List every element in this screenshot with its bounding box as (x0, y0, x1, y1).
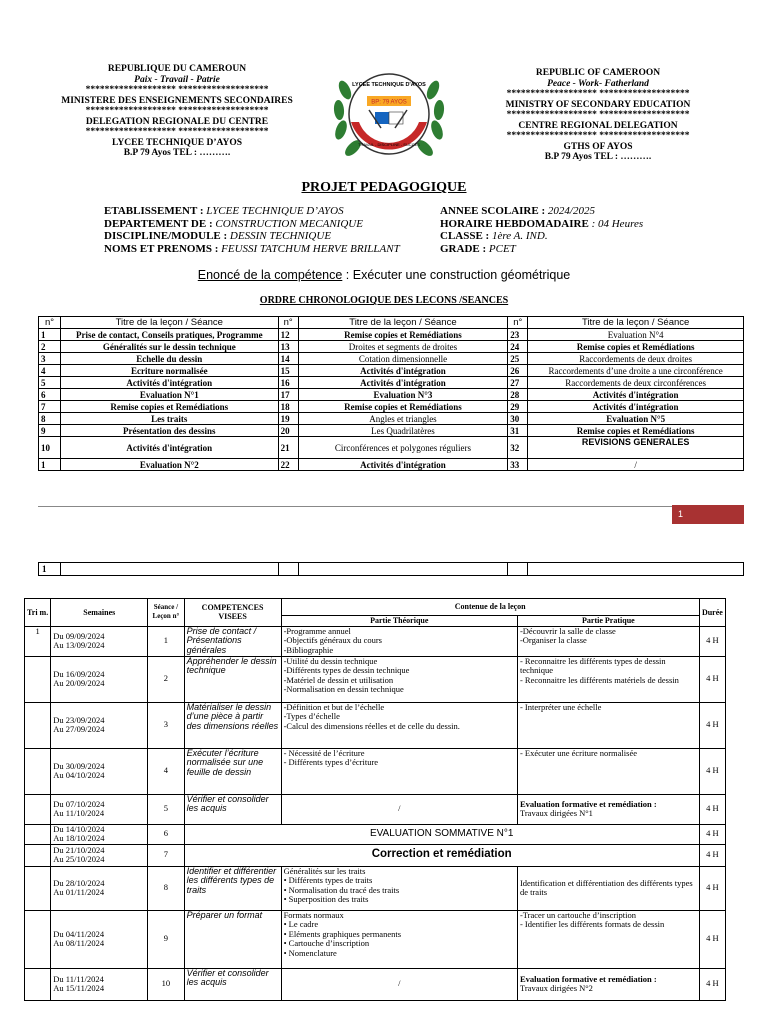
week-date: Au 20/09/2024 (53, 678, 105, 688)
lesson-number: 30 (508, 413, 528, 425)
week-date: Du 23/09/2024 (53, 714, 105, 725)
lesson-number: 7 (39, 401, 61, 413)
lesson-title: Echelle du dessin (60, 353, 278, 365)
duration-cell: 4 H (699, 702, 725, 748)
week-date: Du 11/11/2024 (53, 973, 104, 984)
practice-cell (517, 968, 699, 1000)
practice-heading: Evaluation formative et remédiation : (519, 973, 657, 984)
nom-value: FEUSSI TATCHUM HERVE BRILLANT (221, 242, 400, 255)
table-row (25, 748, 726, 794)
week-cell (51, 844, 148, 866)
duration-cell: 4 H (699, 824, 725, 844)
seance-number: 2 (148, 656, 184, 702)
country-name-en: REPUBLIC OF CAMEROON (535, 68, 661, 78)
competence-cell: Exécuter l’écriture normalisée sur une feuille de dessin (184, 748, 281, 794)
plan-table (24, 598, 726, 1001)
etab-label: ETABLISSEMENT : (104, 205, 204, 217)
col-seance: Séance / Leçon n° (148, 599, 184, 627)
lesson-number: 8 (39, 413, 61, 425)
lesson-title: Présentation des dessins (60, 425, 278, 437)
practice-cell (517, 656, 699, 702)
lesson-number: 1 (39, 329, 61, 341)
seance-number: 8 (148, 866, 184, 910)
lesson-number: 29 (508, 401, 528, 413)
practice-line: -Découvrir la salle de classe (519, 625, 616, 636)
stars-separator: ******************* ******************* (85, 106, 269, 116)
week-date: Au 04/10/2024 (53, 770, 105, 780)
grade-label: GRADE : (440, 242, 487, 255)
annee-label: ANNEE SCOLAIRE : (440, 205, 546, 217)
theory-cell (281, 968, 517, 1000)
table-row (25, 794, 726, 824)
table-row (39, 353, 744, 365)
ministry-en: MINISTRY OF SECONDARY EDUCATION (505, 99, 691, 110)
lesson-number: 16 (278, 377, 298, 389)
week-date: Au 18/10/2024 (53, 833, 105, 843)
practice-line: Travaux dirigées N°2 (519, 983, 593, 993)
lesson-title: Activités d'intégration (298, 459, 508, 471)
competence-label: Enoncé de la compétence (197, 268, 343, 282)
horaire-label: HORAIRE HEBDOMADAIRE (440, 217, 589, 230)
trimester-cell: 1 (25, 626, 51, 656)
lesson-title: Evaluation N°5 (528, 413, 744, 425)
week-cell (51, 626, 148, 656)
week-date: Du 04/11/2024 (53, 928, 105, 939)
lesson-number: 27 (508, 377, 528, 389)
lessons-table (38, 316, 744, 471)
lesson-title: Généralités sur le dessin technique (60, 341, 278, 353)
col-n: n° (278, 317, 298, 329)
theory-line: -Définition et but de l’échelle (283, 701, 385, 712)
theory-line: • Superposition des traits (283, 894, 369, 904)
theory-cell (281, 748, 517, 794)
duration-cell: 4 H (699, 794, 725, 824)
lesson-number: 5 (39, 377, 61, 389)
theory-line: Formats normaux (283, 909, 344, 920)
theory-line: -Programme annuel (283, 625, 351, 636)
delegation-fr: DELEGATION REGIONALE DU CENTRE (85, 116, 269, 127)
lesson-title: Prise de contact, Conseils pratiques, Programme (60, 329, 278, 341)
table-row (25, 866, 726, 910)
stars-separator: ******************* ******************* (506, 110, 690, 120)
week-cell (51, 968, 148, 1000)
col-trim: Tri m. (25, 599, 51, 627)
lesson-number: 32 (508, 437, 528, 459)
practice-line: - Exécuter une écriture normalisée (519, 747, 638, 758)
disc-label: DISCIPLINE/MODULE : (104, 230, 228, 242)
theory-line: - Nécessité de l’écriture (283, 747, 365, 758)
lesson-number: 22 (278, 459, 298, 471)
lesson-number: 26 (508, 365, 528, 377)
week-cell (51, 824, 148, 844)
info-right (440, 205, 740, 255)
theory-cell (281, 910, 517, 968)
practice-line: - Reconnaitre les différents types de dessin technique (519, 655, 666, 675)
annee-value: 2024/2025 (547, 205, 595, 217)
table-row (25, 844, 726, 866)
lesson-title: Activités d'intégration (298, 365, 508, 377)
merged-content-cell: Correction et remédiation (184, 844, 699, 866)
theory-line: -Matériel de dessin et utilisation (283, 674, 394, 685)
duration-cell: 4 H (699, 748, 725, 794)
lesson-title: Cotation dimensionnelle (298, 353, 508, 365)
seance-number: 1 (148, 626, 184, 656)
school-name-en: GTHS OF AYOS (563, 141, 633, 152)
competence-cell: Vérifier et consolider les acquis (184, 968, 281, 1000)
competence-value: Exécuter une construction géométrique (352, 268, 571, 282)
lesson-title: Raccordements d’une droite a une circonférence (528, 365, 744, 377)
practice-cell (517, 794, 699, 824)
school-logo (331, 60, 447, 172)
practice-cell (517, 702, 699, 748)
theory-line: / (398, 803, 401, 814)
stars-separator: ******************* ******************* (506, 89, 690, 99)
lessons-order-title: ORDRE CHRONOLOGIQUE DES LECONS /SEANCES (259, 295, 509, 306)
theory-line: • Cartouche d’inscription (283, 938, 370, 948)
page-divider (38, 506, 744, 507)
info-left (104, 205, 434, 255)
lesson-title: Activités d'intégration (528, 401, 744, 413)
week-cell (51, 702, 148, 748)
practice-cell (517, 910, 699, 968)
lesson-title: Activités d'intégration (60, 377, 278, 389)
week-date: Du 09/09/2024 (53, 630, 105, 641)
competence-cell: Vérifier et consolider les acquis (184, 794, 281, 824)
lesson-title: Evaluation N°2 (60, 459, 278, 471)
lesson-title: Circonférences et polygones réguliers (298, 437, 508, 459)
table-row (39, 459, 744, 471)
lesson-number: 25 (508, 353, 528, 365)
etab-value: LYCEE TECHNIQUE D’AYOS (206, 205, 344, 217)
competence-cell: Préparer un format (184, 910, 281, 968)
delegation-en: CENTRE REGIONAL DELEGATION (518, 120, 678, 131)
trimester-cell (25, 794, 51, 824)
week-cell (51, 748, 148, 794)
theory-line: • Normalisation du tracé des traits (283, 884, 400, 895)
school-name-fr: LYCEE TECHNIQUE D’AYOS (111, 137, 243, 148)
lesson-number: 15 (278, 365, 298, 377)
lesson-title: REVISIONS GENERALES (528, 437, 744, 459)
col-pratique: Partie Pratique (517, 616, 699, 627)
lesson-title: Remise copies et Remédiations (60, 401, 278, 413)
stars-separator: ******************* ******************* (85, 85, 269, 95)
theory-line: • Le cadre (283, 919, 319, 929)
seance-number: 3 (148, 702, 184, 748)
trimester-cell (25, 702, 51, 748)
week-cell (51, 794, 148, 824)
table-row (25, 824, 726, 844)
lesson-title: Evaluation N°1 (60, 389, 278, 401)
continuation-table (38, 562, 744, 576)
competence-cell: Matérialiser le dessin d’une pièce à partir des dimensions réelles (184, 702, 281, 748)
trimester-cell (25, 824, 51, 844)
address-fr: B.P 79 Ayos TEL : ………. (123, 148, 231, 158)
lesson-number: 28 (508, 389, 528, 401)
theory-line: -Utilité du dessin technique (283, 655, 378, 666)
row-number: 1 (39, 563, 61, 576)
seance-number: 6 (148, 824, 184, 844)
lesson-title: Activités d'intégration (60, 437, 278, 459)
duration-cell: 4 H (699, 968, 725, 1000)
page-number-badge: 1 (672, 505, 744, 524)
theory-line: • Nomenclature (283, 947, 337, 958)
theory-line: • Différents types de traits (283, 875, 373, 885)
col-theorique: Partie Théorique (281, 616, 517, 627)
lesson-title: Les traits (60, 413, 278, 425)
theory-line: -Objectifs généraux du cours (283, 635, 382, 645)
week-date: Du 14/10/2024 (53, 823, 105, 834)
week-date: Du 16/09/2024 (53, 668, 105, 679)
lesson-number: 3 (39, 353, 61, 365)
lesson-number: 12 (278, 329, 298, 341)
theory-cell (281, 702, 517, 748)
practice-line: Identification et différentiation des différents types de traits (519, 877, 693, 897)
theory-line: / (398, 978, 401, 989)
lesson-number: 21 (278, 437, 298, 459)
col-competences: COMPETENCES VISEES (184, 599, 281, 627)
lesson-title: Activités d'intégration (528, 389, 744, 401)
country-name-fr: REPUBLIQUE DU CAMEROUN (107, 64, 247, 74)
practice-line: - Interpréter une échelle (519, 701, 602, 712)
horaire-value: : 04 Heures (591, 217, 644, 230)
lesson-number: 23 (508, 329, 528, 341)
address-en: B.P 79 Ayos TEL : ………. (544, 152, 652, 162)
practice-line: -Tracer un cartouche d’inscription (519, 909, 637, 920)
theory-line: -Différents types de dessin technique (283, 665, 410, 675)
practice-heading: Evaluation formative et remédiation : (519, 798, 657, 809)
seance-number: 9 (148, 910, 184, 968)
duration-cell: 4 H (699, 866, 725, 910)
lesson-title: Les Quadrilatères (298, 425, 508, 437)
stars-separator: ******************* ******************* (506, 131, 690, 141)
lesson-title: Remise copies et Remédiations (528, 425, 744, 437)
seance-number: 5 (148, 794, 184, 824)
classe-value: 1ère A. IND. (491, 230, 548, 242)
lesson-title: Remise copies et Remédiations (298, 329, 508, 341)
theory-line: -Types d’échelle (283, 711, 340, 721)
nom-label: NOMS ET PRENOMS : (104, 242, 219, 255)
col-duree: Durée (699, 599, 725, 627)
table-row (39, 329, 744, 341)
theory-line: -Bibliographie (283, 644, 334, 655)
disc-value: DESSIN TECHNIQUE (229, 230, 332, 242)
page-title: PROJET PEDAGOGIQUE (301, 180, 467, 195)
lesson-number: 4 (39, 365, 61, 377)
competence-cell: Identifier et différentier les différents types de traits (184, 866, 281, 910)
table-row (25, 910, 726, 968)
lesson-number: 6 (39, 389, 61, 401)
seance-number: 10 (148, 968, 184, 1000)
lesson-title: Evaluation N°3 (298, 389, 508, 401)
col-titre: Titre de la leçon / Séance (528, 317, 744, 329)
week-date: Au 11/10/2024 (53, 808, 105, 818)
week-cell (51, 866, 148, 910)
lesson-number: 13 (278, 341, 298, 353)
week-date: Au 15/11/2024 (53, 983, 105, 993)
trimester-cell (25, 866, 51, 910)
col-semaines: Semaines (51, 599, 148, 627)
trimester-cell (25, 910, 51, 968)
practice-line: -Organiser la classe (519, 635, 587, 645)
table-row (25, 656, 726, 702)
classe-label: CLASSE : (440, 230, 490, 242)
theory-line: -Calcul des dimensions réelles et de celle du dessin. (283, 720, 460, 731)
duration-cell: 4 H (699, 656, 725, 702)
theory-cell (281, 626, 517, 656)
trimester-cell (25, 844, 51, 866)
trimester-cell (25, 656, 51, 702)
week-date: Au 08/11/2024 (53, 938, 105, 948)
theory-cell (281, 794, 517, 824)
seance-number: 4 (148, 748, 184, 794)
trimester-cell (25, 748, 51, 794)
lesson-title: Droites et segments de droites (298, 341, 508, 353)
week-date: Du 07/10/2024 (53, 798, 105, 809)
lesson-title: Remise copies et Remédiations (298, 401, 508, 413)
theory-line: - Différents types d’écriture (283, 757, 379, 767)
week-cell (51, 910, 148, 968)
lesson-number: 31 (508, 425, 528, 437)
logo-banner-text: BP: 79 AYOS (371, 99, 407, 106)
lesson-title: Angles et triangles (298, 413, 508, 425)
lesson-number: 18 (278, 401, 298, 413)
theory-line: • Eléments graphiques permanents (283, 928, 402, 939)
table-row (39, 437, 744, 459)
table-row (39, 365, 744, 377)
lesson-number: 1 (39, 459, 61, 471)
lesson-number: 33 (508, 459, 528, 471)
practice-cell (517, 626, 699, 656)
lesson-title: Raccordements de deux circonférences (528, 377, 744, 389)
table-row (39, 401, 744, 413)
duration-cell: 4 H (699, 910, 725, 968)
table-row (39, 377, 744, 389)
lesson-title: Activités d'intégration (298, 377, 508, 389)
competence-statement (0, 268, 768, 282)
col-n: n° (508, 317, 528, 329)
col-titre: Titre de la leçon / Séance (298, 317, 508, 329)
week-date: Du 28/10/2024 (53, 877, 105, 888)
logo-top-text: LYCEE TECHNIQUE D'AYOS (352, 82, 426, 88)
competence-cell: Prise de contact / Présentations générales (184, 626, 281, 656)
theory-line: Généralités sur les traits (283, 865, 366, 876)
week-cell (51, 656, 148, 702)
table-row (39, 341, 744, 353)
lessons-table-header (39, 317, 744, 329)
table-row (39, 425, 744, 437)
lesson-number: 17 (278, 389, 298, 401)
practice-line: - Reconnaitre les différents matériels de dessin (519, 674, 679, 685)
table-row (39, 389, 744, 401)
lesson-number: 19 (278, 413, 298, 425)
lesson-number: 9 (39, 425, 61, 437)
col-titre: Titre de la leçon / Séance (60, 317, 278, 329)
col-contenu: Contenue de la leçon (281, 599, 699, 616)
lesson-number: 2 (39, 341, 61, 353)
ministry-fr: MINISTERE DES ENSEIGNEMENTS SECONDAIRES (61, 95, 293, 106)
logo-bottom-text: TRAVAIL - DISCIPLINE - SUCCES (358, 142, 420, 147)
week-date: Au 01/11/2024 (53, 887, 105, 897)
motto-en: Peace - Work- Fatherland (547, 78, 649, 89)
lesson-number: 14 (278, 353, 298, 365)
header-right (478, 68, 718, 163)
lesson-number: 10 (39, 437, 61, 459)
lesson-title: / (528, 459, 744, 471)
stars-separator: ******************* ******************* (85, 127, 269, 137)
table-row (25, 968, 726, 1000)
header-left (58, 64, 296, 159)
trimester-cell (25, 968, 51, 1000)
week-date: Au 13/09/2024 (53, 640, 105, 650)
table-row (25, 626, 726, 656)
table-row (39, 563, 744, 576)
theory-line: -Normalisation en dessin technique (283, 684, 404, 694)
week-date: Du 21/10/2024 (53, 844, 105, 855)
dep-value: CONSTRUCTION MECANIQUE (215, 217, 363, 230)
seance-number: 7 (148, 844, 184, 866)
theory-cell (281, 656, 517, 702)
competence-sep: : (342, 268, 353, 282)
table-row (39, 413, 744, 425)
motto-fr: Paix - Travail - Patrie (134, 74, 220, 85)
merged-content-cell: EVALUATION SOMMATIVE N°1 (184, 824, 699, 844)
week-date: Du 30/09/2024 (53, 760, 105, 771)
lesson-number: 20 (278, 425, 298, 437)
week-date: Au 25/10/2024 (53, 854, 105, 864)
lesson-title: Ecriture normalisée (60, 365, 278, 377)
practice-cell (517, 866, 699, 910)
lesson-title: Evaluation N°4 (528, 329, 744, 341)
competence-cell: Appréhender le dessin technique (184, 656, 281, 702)
practice-cell (517, 748, 699, 794)
lesson-number: 24 (508, 341, 528, 353)
theory-cell (281, 866, 517, 910)
duration-cell: 4 H (699, 844, 725, 866)
col-n: n° (39, 317, 61, 329)
grade-value: PCET (488, 242, 516, 255)
dep-label: DEPARTEMENT DE : (104, 217, 213, 230)
table-row (25, 702, 726, 748)
practice-line: - Identifier les différents formats de dessin (519, 919, 665, 929)
practice-line: Travaux dirigées N°1 (519, 808, 593, 818)
lesson-title: Raccordements de deux droites (528, 353, 744, 365)
week-date: Au 27/09/2024 (53, 724, 105, 734)
duration-cell: 4 H (699, 626, 725, 656)
lesson-title: Remise copies et Remédiations (528, 341, 744, 353)
